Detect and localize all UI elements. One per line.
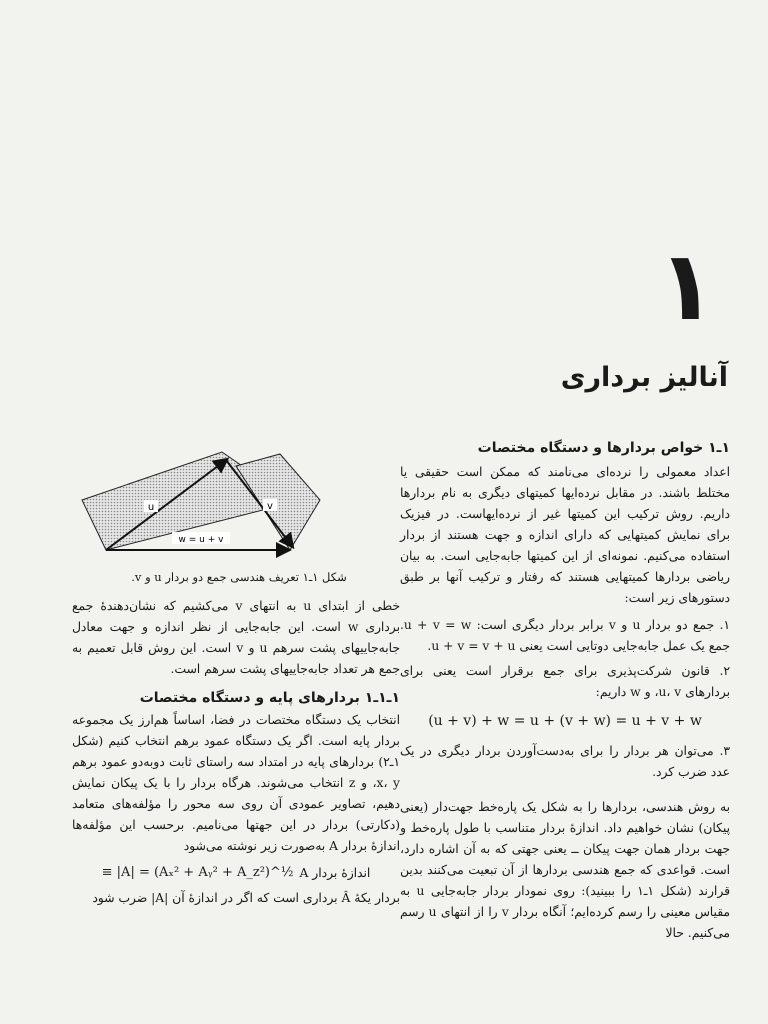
subsection-paragraph: بردار یکهٔ Â برداری است که اگر در اندازهٔ آن |A| ضرب شود xyxy=(92,891,400,905)
section-1-1 xyxy=(400,440,730,944)
w-label: w = u + v xyxy=(178,535,224,545)
rule-item-1: ۱. جمع دو بردار u و v برابر بردار دیگری است: u + v = w. جمع یک عمل جابه‌جایی دوتایی است یعنی u + v = v + u. xyxy=(400,618,730,653)
section-heading: ۱ـ۱ خواص بردارها و دستگاه مختصات xyxy=(477,440,730,456)
vector-addition-diagram xyxy=(74,450,404,562)
figure-1-1 xyxy=(74,450,404,584)
rule-item-2: ۲. قانون شرکت‌پذیری برای جمع برقرار است یعنی برای بردارهای u، v، و w داریم: xyxy=(400,664,730,699)
magnitude-equation-row xyxy=(72,865,400,880)
subsection-paragraph: انتخاب یک دستگاه مختصات در فضا، اساساً هم‌ارز یک مجموعه بردار پایه است. اگر یک دستگاه عمود برهم انتخاب کنیم (شکل ۱ـ۲) بردارهای پایه در امتداد سه راستای ثابت دوبه‌دو عمود برهم x، y، و z انتخاب می‌شوند. هرگاه بردار را با یک پیکان نمایش دهیم، تصاویر عمودی آن روی سه محور را مؤلفه‌های متعامد (دکارتی) بردار در این جهتها می‌نامیم. برحسب این مؤلفه‌ها اندازهٔ بردار A به‌صورت زیر نوشته می‌شود xyxy=(72,713,400,853)
section-paragraph: اعداد معمولی را نرده‌ای می‌نامند که ممکن است حقیقی یا مختلط باشند. در مقابل نرده‌ایها کمیتهای دیگری به نام بردارها داریم. روش ترکیب این کمیتها غیر از نرده‌ایهاست. در فیزیک برای نمایش کمیتهایی که دارای اندازه و جهت هستند از بردار استفاده می‌کنیم. نمونه‌ای از این کمیتها جابه‌جایی است. به بیان ریاضی بردارها کمیتهایی هستند که رفتار و ترکیب آنها بر طبق دستورهای زیر است: xyxy=(400,465,730,605)
magnitude-equation: ≡ |A| = (Aₓ² + Aᵧ² + A_z²)^½ xyxy=(101,865,294,880)
chapter-number: ۱ xyxy=(657,230,716,342)
rule-item-3: ۳. می‌توان هر بردار را برای به‌دست‌آوردن بردار دیگری در یک عدد ضرب کرد. xyxy=(400,744,730,779)
left-paragraph: خطی از ابتدای u به انتهای v می‌کشیم که نشان‌دهندهٔ جمع برداری w است. این جابه‌جایی از نظر اندازه و جهت معادل جابه‌جاییهای پشت سرهم u و v است. این روش قابل تعمیم به جمع هر تعداد جابه‌جاییهای پشت سرهم است. xyxy=(72,599,400,676)
chapter-title: آنالیز برداری xyxy=(560,362,728,393)
v-label: v xyxy=(267,501,273,512)
left-column xyxy=(72,596,400,909)
figure-caption: شکل ۱ـ۱ تعریف هندسی جمع دو بردار u و v. xyxy=(131,570,347,584)
section-paragraph: به روش هندسی، بردارها را به شکل یک پاره‌خط جهت‌دار (یعنی پیکان) نشان خواهیم داد. اندازهٔ بردار متناسب با طول پاره‌خط و جهت بردار همان جهت پیکان ــ یعنی جهتی که به آن اشاره دارد، است. قواعدی که جمع هندسی بردارها از آن تبعیت می‌کنند بدین قرارند (شکل ۱ـ۱ را ببینید): روی نمودار بردار جابه‌جایی u به مقیاس معینی را رسم کرده‌ایم؛ آنگاه بردار v را از انتهای u رسم می‌کنیم. حالا xyxy=(400,800,730,940)
associativity-equation: (u + v) + w = u + (v + w) = u + v + w xyxy=(428,713,702,729)
subsection-heading: ۱ـ۱ـ۱ بردارهای پایه و دستگاه مختصات xyxy=(139,690,400,706)
u-label: u xyxy=(147,502,155,513)
magnitude-equation-label: اندازهٔ بردار A xyxy=(299,865,371,880)
